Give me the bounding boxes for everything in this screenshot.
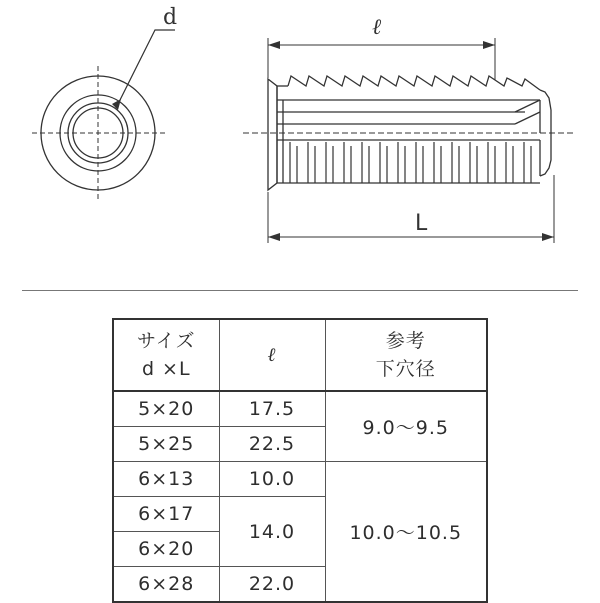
thread-length-label: ℓ: [372, 15, 382, 40]
diameter-leader-line: [116, 30, 175, 108]
total-length-arrow-left: [268, 233, 280, 241]
table-header-row: [113, 319, 487, 391]
size-cell: 6×17: [113, 497, 219, 532]
ell-cell: 17.5: [219, 391, 325, 427]
size-cell: 6×28: [113, 567, 219, 603]
header-reference-hole: [325, 319, 487, 391]
thread-length-arrow-left: [268, 41, 280, 49]
anchor-technical-drawing: [0, 0, 600, 290]
ell-cell: 10.0: [219, 462, 325, 497]
size-cell: 5×25: [113, 427, 219, 462]
hole-cell: 9.0～9.5: [325, 391, 487, 462]
spec-table: [112, 318, 488, 603]
header-size-line1: サイズ: [137, 330, 196, 352]
table-row: [113, 391, 487, 427]
diameter-leader-arrow: [112, 99, 121, 110]
top-thread-teeth: [288, 76, 540, 90]
total-length-label: L: [415, 211, 428, 236]
size-cell: 5×20: [113, 391, 219, 427]
header-ref-line1: 参考: [385, 330, 426, 352]
header-size: [113, 319, 219, 391]
bore-slant: [515, 100, 540, 112]
thread-length-arrow-right: [483, 41, 495, 49]
hole-cell: 10.0～10.5: [325, 462, 487, 603]
flange-outline: [268, 79, 277, 190]
header-size-line2: d ×L: [141, 358, 191, 380]
total-length-arrow-right: [542, 233, 554, 241]
end-view: [32, 30, 175, 200]
ell-cell: 22.5: [219, 427, 325, 462]
size-cell: 6×20: [113, 532, 219, 567]
ell-cell: 14.0: [219, 497, 325, 567]
table-row: [113, 462, 487, 497]
side-view: [243, 38, 575, 243]
size-cell: 6×13: [113, 462, 219, 497]
header-ref-line2: 下穴径: [375, 358, 436, 380]
lower-fins: [290, 142, 531, 183]
ell-cell: 22.0: [219, 567, 325, 603]
section-separator: [22, 290, 578, 291]
bore-slant-2: [515, 112, 540, 124]
diameter-label: d: [163, 5, 178, 30]
header-ell: ℓ: [219, 319, 325, 391]
